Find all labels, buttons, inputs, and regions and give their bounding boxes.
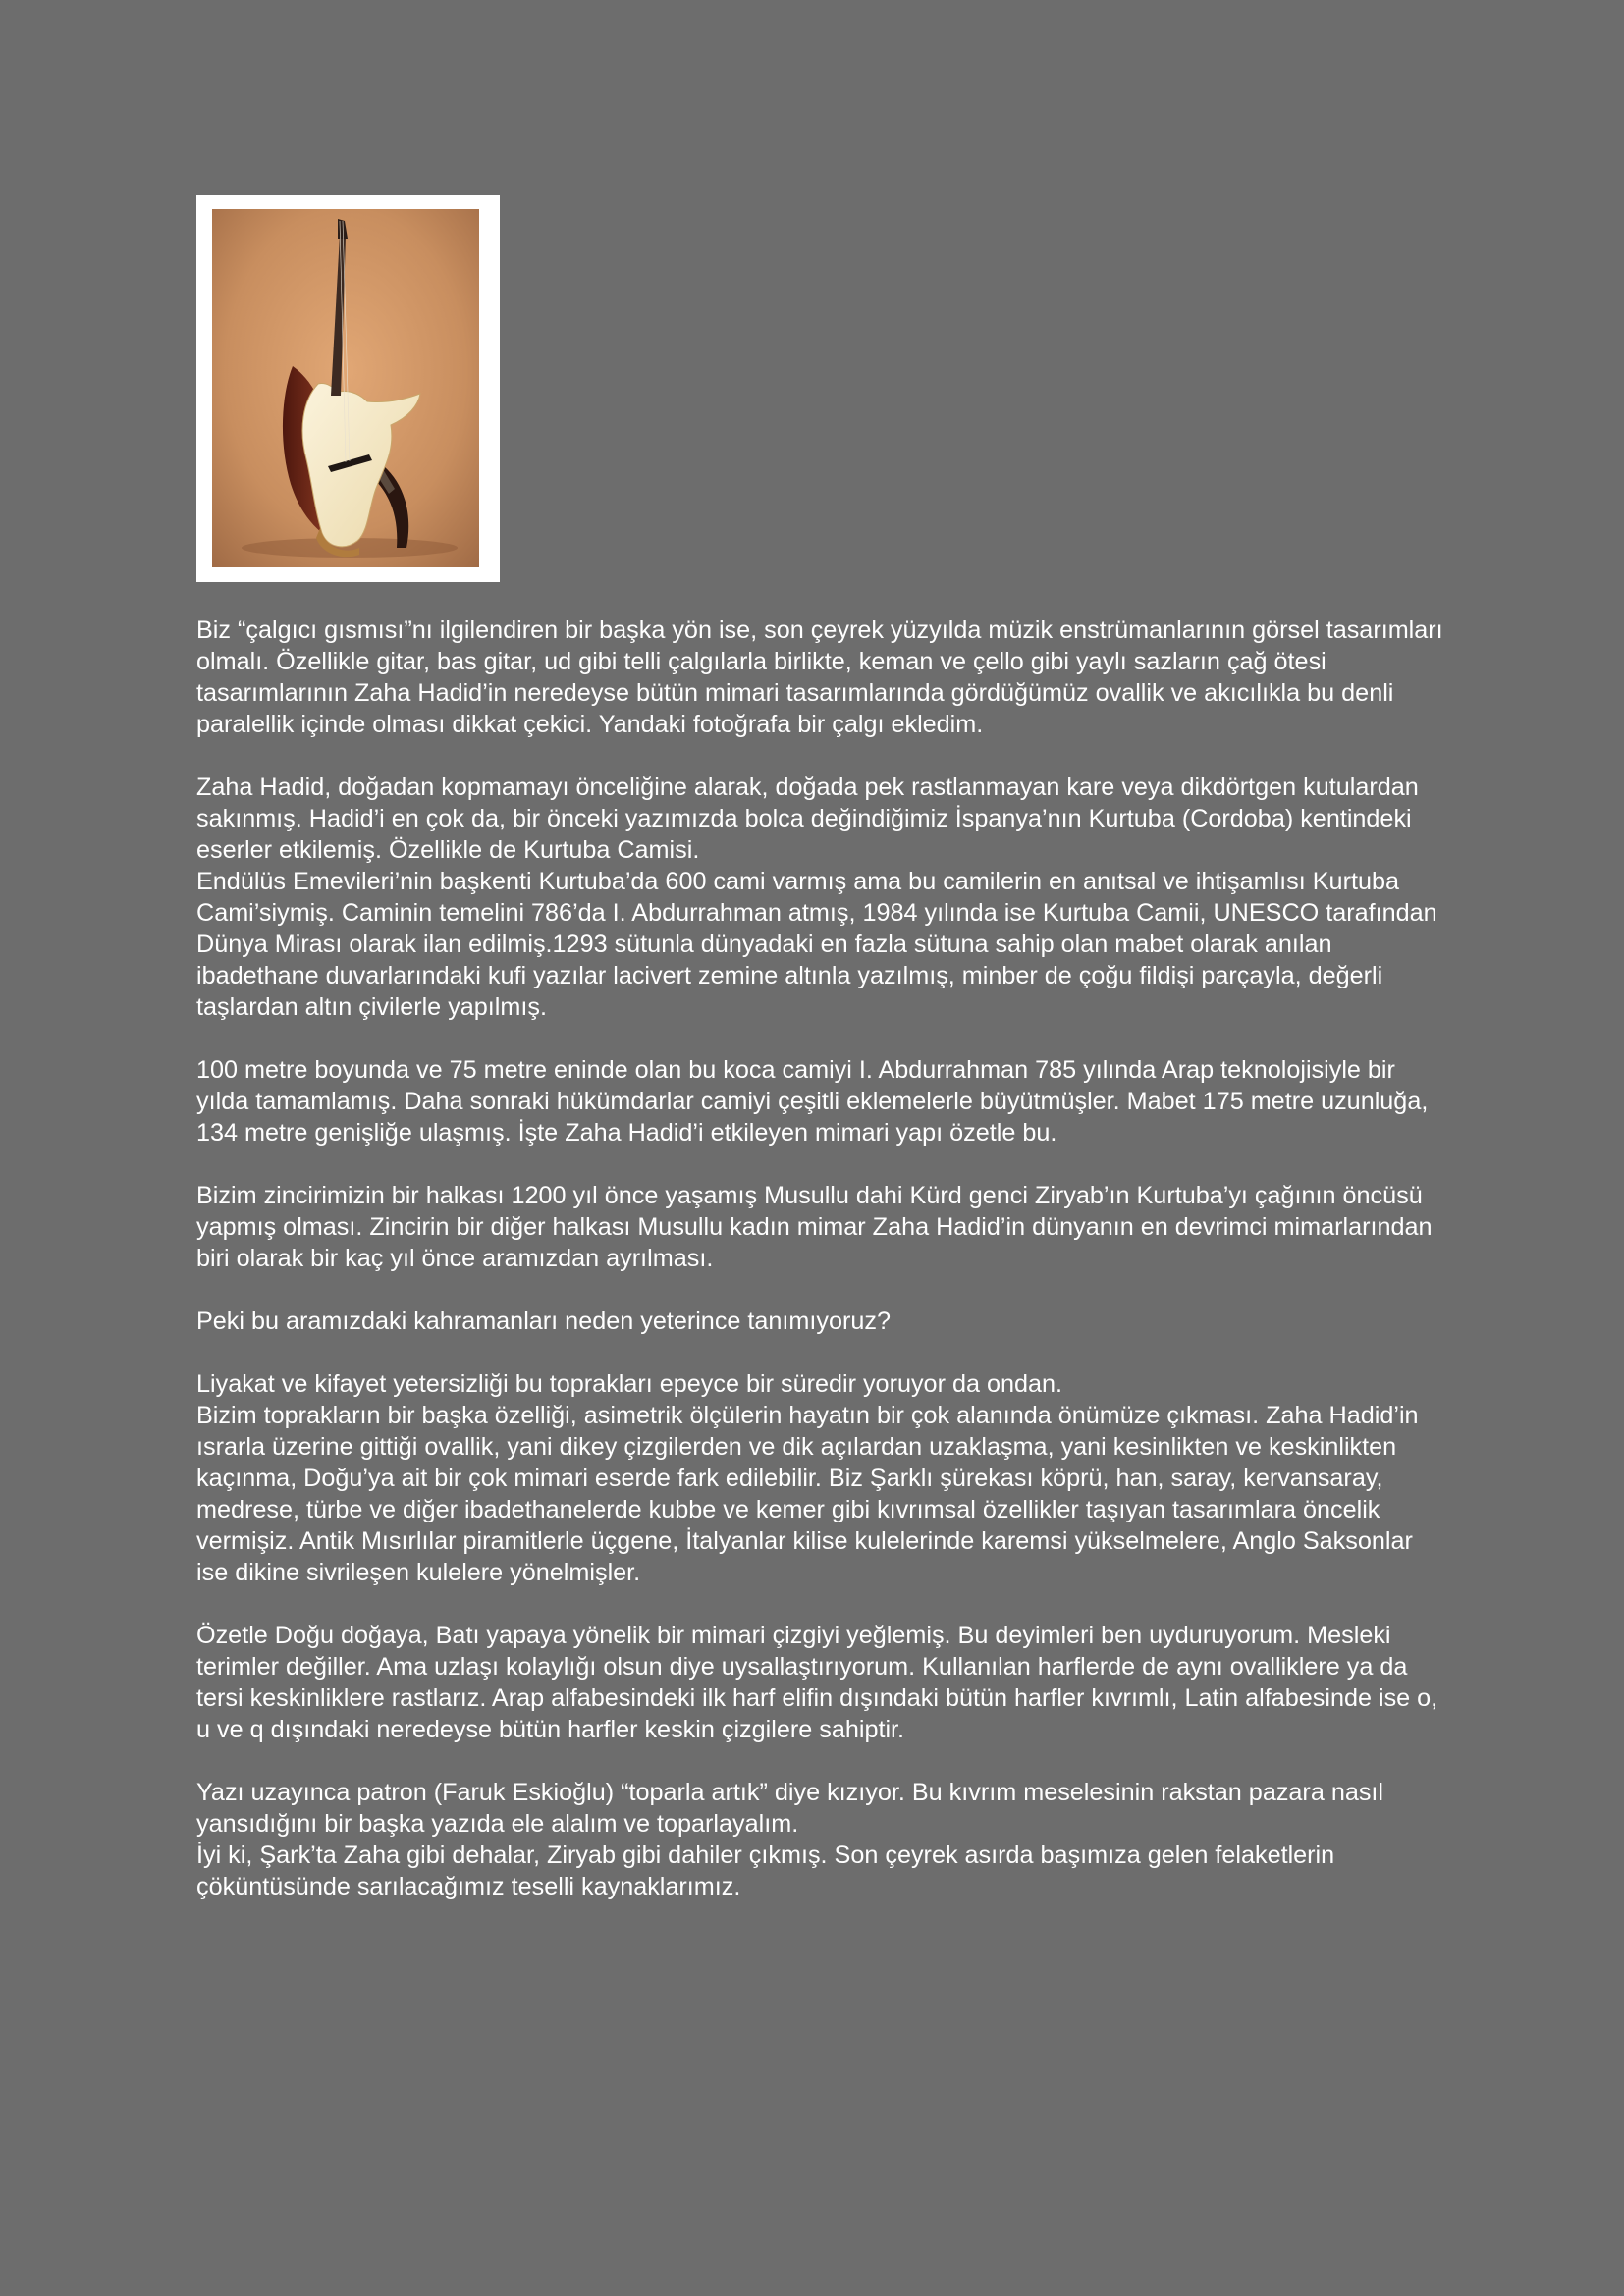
paragraph: Endülüs Emevileri’nin başkenti Kurtuba’da 600 cami varmış ama bu camilerin en anıtsal ve ihtişamlısı Kurtuba Cami’siymiş. Caminin temelini 786’da I. Abdurrahman atmış, 1984 yılında ise Kurtuba Camii, UNESCO tarafından Dünya Mirası olarak ilan edilmiş.1293 sütunla dünyadaki en fazla sütuna sahip olan mabet olarak anılan ibadethane duvarlarındaki kufi yazılar lacivert zemine altınla yazılmış, minber de çoğu fildişi parçayla, değerli taşlardan altın çivilerle yapılmış. xyxy=(196,868,1437,1021)
photo-frame xyxy=(196,195,500,582)
paragraph: İyi ki, Şark’ta Zaha gibi dehalar, Ziryab gibi dahiler çıkmış. Son çeyrek asırda başımıza gelen felaketlerin çöküntüsünde sarılacağımız teselli kaynaklarımız. xyxy=(196,1842,1335,1900)
paragraph: Özetle Doğu doğaya, Batı yapaya yönelik bir mimari çizgiyi yeğlemiş. Bu deyimleri ben uyduruyorum. Mesleki terimler değiller. Ama uzlaşı kolaylığı olsun diye uysallaştırıyorum. Kullanılan harflerde de aynı ovalliklere ya da tersi keskinliklere rastlarız. Arap alfabesindeki ilk harf elifin dışındaki bütün harfler kıvrımlı, Latin alfabesinde ise o, u ve q dışındaki neredeyse bütün harfler keskin çizgilere sahiptir. xyxy=(196,1622,1438,1743)
paragraph: Biz “çalgıcı gısmısı”nı ilgilendiren bir başka yön ise, son çeyrek yüzyılda müzik enstrümanlarının görsel tasarımları olmalı. Özellikle gitar, bas gitar, ud gibi telli çalgılarla birlikte, keman ve çello gibi yaylı sazların çağ ötesi tasarımlarının Zaha Hadid’in neredeyse bütün mimari tasarımlarında gördüğümüz ovallik ve akıcılıkla bu denli paralellik içinde olması dikkat çekici. Yandaki fotoğrafa bir çalgı ekledim. xyxy=(196,616,1443,738)
paragraph-gap xyxy=(196,1745,1443,1777)
paragraph-gap xyxy=(196,1588,1443,1620)
paragraph: Zaha Hadid, doğadan kopmamayı önceliğine alarak, doğada pek rastlanmayan kare veya dikdörtgen kutulardan sakınmış. Hadid’i en çok da, bir önceki yazımızda bolca değindiğimiz İspanya’nın Kurtuba (Cordoba) kentindeki eserler etkilemiş. Özellikle de Kurtuba Camisi. xyxy=(196,774,1419,864)
article-body xyxy=(196,614,1443,1902)
paragraph: Liyakat ve kifayet yetersizliği bu toprakları epeyce bir süredir yoruyor da ondan. xyxy=(196,1370,1063,1398)
paragraph-gap xyxy=(196,740,1443,772)
paragraph-gap xyxy=(196,1337,1443,1368)
paragraph: Bizim zincirimizin bir halkası 1200 yıl önce yaşamış Musullu dahi Kürd genci Ziryab’ın Kurtuba’yı çağının öncüsü yapmış olması. Zincirin bir diğer halkası Musullu kadın mimar Zaha Hadid’in dünyanın en devrimci mimarlarından biri olarak bir kaç yıl önce aramızdan ayrılması. xyxy=(196,1182,1433,1272)
guitar-illustration xyxy=(212,209,479,567)
paragraph: 100 metre boyunda ve 75 metre eninde olan bu koca camiyi I. Abdurrahman 785 yılında Arap teknolojisiyle bir yılda tamamlamış. Daha sonraki hükümdarlar camiyi çeşitli eklemelerle büyütmüşler. Mabet 175 metre uzunluğa, 134 metre genişliğe ulaşmış. İşte Zaha Hadid’i etkileyen mimari yapı özetle bu. xyxy=(196,1056,1429,1147)
paragraph: Bizim toprakların bir başka özelliği, asimetrik ölçülerin hayatın bir çok alanında önümüze çıkması. Zaha Hadid’in ısrarla üzerine gittiği ovallik, yani dikey çizgilerden ve dik açılardan uzaklaşma, yani kesinlikten ve keskinlikten kaçınma, Doğu’ya ait bir çok mimari eserde fark edilebilir. Biz Şarklı şürekası köprü, han, saray, kervansaray, medrese, türbe ve diğer ibadethanelerde kubbe ve kemer gibi kıvrımsal özellikler taşıyan tasarımlara öncelik vermişiz. Antik Mısırlılar piramitlerle üçgene, İtalyanlar kilise kulelerinde karemsi yükselmelere, Anglo Saksonlar ise dikine sivrileşen kulelere yönelmişler. xyxy=(196,1402,1419,1586)
guitar-photo xyxy=(212,209,479,567)
paragraph-gap xyxy=(196,1148,1443,1180)
paragraph-gap xyxy=(196,1274,1443,1306)
paragraph-gap xyxy=(196,1023,1443,1054)
paragraph: Peki bu aramızdaki kahramanları neden yeterince tanımıyoruz? xyxy=(196,1308,892,1335)
paragraph: Yazı uzayınca patron (Faruk Eskioğlu) “toparla artık” diye kızıyor. Bu kıvrım meselesinin rakstan pazara nasıl yansıdığını bir başka yazıda ele alalım ve toparlayalım. xyxy=(196,1779,1384,1838)
